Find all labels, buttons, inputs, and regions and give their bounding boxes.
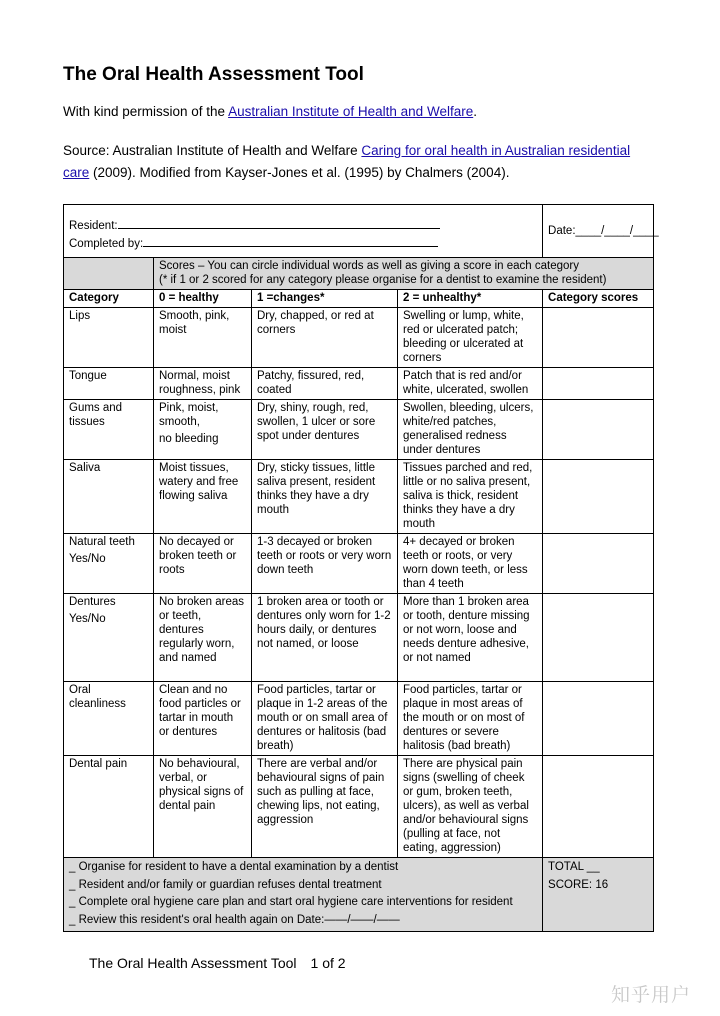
- healthy-cell[interactable]: No behavioural, verbal, or physical signs of dental pain: [154, 756, 252, 858]
- completed-by-field[interactable]: [69, 235, 537, 253]
- category-cell: [64, 682, 154, 756]
- score-cell[interactable]: [543, 756, 654, 858]
- category-cell: [64, 368, 154, 400]
- action-refuses-treatment[interactable]: _ Resident and/or family or guardian refuses dental treatment: [69, 878, 382, 891]
- total-label: TOTAL __: [548, 861, 600, 873]
- changes-cell[interactable]: Dry, shiny, rough, red, swollen, 1 ulcer or sore spot under dentures: [252, 400, 398, 460]
- resident-field[interactable]: [69, 217, 537, 235]
- healthy-cell[interactable]: No decayed or broken teeth or roots: [154, 534, 252, 594]
- changes-cell[interactable]: Dry, chapped, or red at corners: [252, 308, 398, 368]
- unhealthy-cell[interactable]: More than 1 broken area or tooth, denture missing or not worn, loose and needs denture adhesive, or not named: [398, 594, 543, 682]
- changes-cell[interactable]: There are verbal and/or behavioural signs of pain such as pulling at face, chewing lips, not eating, aggression: [252, 756, 398, 858]
- resident-blank[interactable]: [118, 217, 440, 229]
- category-name: Dentures: [69, 596, 116, 608]
- unhealthy-cell[interactable]: Food particles, tartar or plaque in most areas of the mouth or on most of dentures or severe halitosis (bad breath): [398, 682, 543, 756]
- scores-note: [154, 258, 654, 290]
- page-number: 1 of 2: [310, 955, 346, 971]
- score-cell[interactable]: [543, 682, 654, 756]
- changes-cell[interactable]: Food particles, tartar or plaque in 1-2 areas of the mouth or on small area of dentures or halitosis (bad breath): [252, 682, 398, 756]
- changes-cell[interactable]: 1-3 decayed or broken teeth or roots or very worn down teeth: [252, 534, 398, 594]
- actions-cell: [64, 858, 543, 932]
- category-name: Gums and tissues: [69, 402, 123, 428]
- unhealthy-cell[interactable]: Patch that is red and/or white, ulcerated, swollen: [398, 368, 543, 400]
- category-name: Natural teeth: [69, 536, 135, 548]
- category-cell: [64, 756, 154, 858]
- changes-cell[interactable]: 1 broken area or tooth or dentures only worn for 1-2 hours daily, or dentures not named, or loose: [252, 594, 398, 682]
- scores-note-line-2: (* if 1 or 2 scored for any category please organise for a dentist to examine the resident): [159, 274, 607, 286]
- total-score: SCORE: 16: [548, 878, 609, 891]
- category-name: Saliva: [69, 462, 101, 474]
- score-cell[interactable]: [543, 400, 654, 460]
- unhealthy-cell[interactable]: 4+ decayed or broken teeth or roots, or very worn down teeth, or less than 4 teeth: [398, 534, 543, 594]
- page-title: The Oral Health Assessment Tool: [63, 64, 364, 85]
- column-header-category-scores: Category scores: [543, 290, 654, 308]
- score-cell[interactable]: [543, 368, 654, 400]
- watermark: 知乎用户: [611, 985, 692, 1006]
- healthy-cell[interactable]: Smooth, pink, moist: [154, 308, 252, 368]
- date-label: Date:: [548, 224, 576, 237]
- completed-by-label: Completed by:: [69, 238, 144, 250]
- source-suffix: (2009). Modified from Kayser-Jones et al. (1995) by Chalmers (2004).: [89, 165, 510, 180]
- scores-note-row: [64, 258, 654, 290]
- scores-note-line-1: Scores – You can circle individual words as well as giving a score in each category: [159, 260, 579, 272]
- permission-prefix: With kind permission of the: [63, 104, 229, 119]
- source-link[interactable]: Caring for oral health in Australian residential care: [63, 143, 631, 180]
- score-cell[interactable]: [543, 534, 654, 594]
- healthy-text: Pink, moist, smooth,: [159, 402, 219, 428]
- changes-cell[interactable]: Dry, sticky tissues, little saliva present, resident thinks they have a dry mouth: [252, 460, 398, 534]
- category-cell: [64, 460, 154, 534]
- healthy-cell[interactable]: Moist tissues, watery and free flowing saliva: [154, 460, 252, 534]
- table-row: [64, 400, 654, 460]
- score-cell[interactable]: [543, 460, 654, 534]
- footer-title: The Oral Health Assessment Tool: [89, 955, 297, 971]
- healthy-cell[interactable]: No broken areas or teeth, dentures regularly worn, and named: [154, 594, 252, 682]
- category-cell: [64, 400, 154, 460]
- unhealthy-cell[interactable]: Swelling or lump, white, red or ulcerated patch; bleeding or ulcerated at corners: [398, 308, 543, 368]
- table-row: [64, 594, 654, 682]
- action-care-plan[interactable]: _ Complete oral hygiene care plan and start oral hygiene care interventions for resident: [69, 896, 513, 908]
- column-header-healthy: 0 = healthy: [154, 290, 252, 308]
- resident-info-cell: [64, 205, 543, 258]
- table-row: [64, 756, 654, 858]
- table-row: [64, 534, 654, 594]
- date-blank[interactable]: ____/____/____: [575, 224, 659, 237]
- source-prefix: Source: Australian Institute of Health and Welfare: [63, 143, 362, 158]
- page-footer: [89, 955, 346, 971]
- scores-note-spacer: [64, 258, 154, 290]
- source-citation: [63, 140, 653, 184]
- table-row: [64, 460, 654, 534]
- permission-line: [63, 104, 477, 119]
- table-row: [64, 308, 654, 368]
- assessment-table: [63, 204, 659, 932]
- completed-by-blank[interactable]: [143, 235, 438, 247]
- score-cell[interactable]: [543, 308, 654, 368]
- category-name: Tongue: [69, 370, 107, 382]
- category-yes-no[interactable]: Yes/No: [69, 553, 106, 565]
- healthy-cell[interactable]: Normal, moist roughness, pink: [154, 368, 252, 400]
- unhealthy-cell[interactable]: There are physical pain signs (swelling of cheek or gum, broken teeth, ulcers), as well as verbal and/or behavioural signs (pulling at face, not eating, aggression): [398, 756, 543, 858]
- column-header-changes: 1 =changes*: [252, 290, 398, 308]
- healthy-cell[interactable]: [154, 400, 252, 460]
- category-cell: [64, 308, 154, 368]
- column-header-unhealthy: 2 = unhealthy*: [398, 290, 543, 308]
- permission-suffix: .: [473, 104, 477, 119]
- category-name: Dental pain: [69, 758, 128, 770]
- actions-row: [64, 858, 654, 932]
- changes-cell[interactable]: Patchy, fissured, red, coated: [252, 368, 398, 400]
- table-row: [64, 682, 654, 756]
- category-cell: [64, 594, 154, 682]
- aihw-link[interactable]: Australian Institute of Health and Welfare: [228, 104, 474, 119]
- action-review-date[interactable]: _ Review this resident's oral health again on Date:——/——/——: [69, 913, 400, 926]
- total-score-cell: [543, 858, 654, 932]
- date-cell[interactable]: [543, 205, 659, 258]
- action-dental-exam[interactable]: _ Organise for resident to have a dental examination by a dentist: [69, 861, 399, 873]
- unhealthy-cell[interactable]: Swollen, bleeding, ulcers, white/red patches, generalised redness under dentures: [398, 400, 543, 460]
- form-header-row: [64, 205, 654, 258]
- score-cell[interactable]: [543, 594, 654, 682]
- category-name: Lips: [69, 310, 91, 322]
- column-header-row: [64, 290, 654, 308]
- healthy-cell[interactable]: Clean and no food particles or tartar in mouth or dentures: [154, 682, 252, 756]
- column-header-category: Category: [64, 290, 154, 308]
- healthy-text-extra: no bleeding: [159, 433, 219, 445]
- category-yes-no[interactable]: Yes/No: [69, 613, 106, 625]
- category-name: Oral cleanliness: [69, 684, 126, 710]
- category-cell: [64, 534, 154, 594]
- resident-label: Resident:: [69, 220, 118, 232]
- unhealthy-cell[interactable]: Tissues parched and red, little or no saliva present, saliva is thick, resident thinks they have a dry mouth: [398, 460, 543, 534]
- table-row: [64, 368, 654, 400]
